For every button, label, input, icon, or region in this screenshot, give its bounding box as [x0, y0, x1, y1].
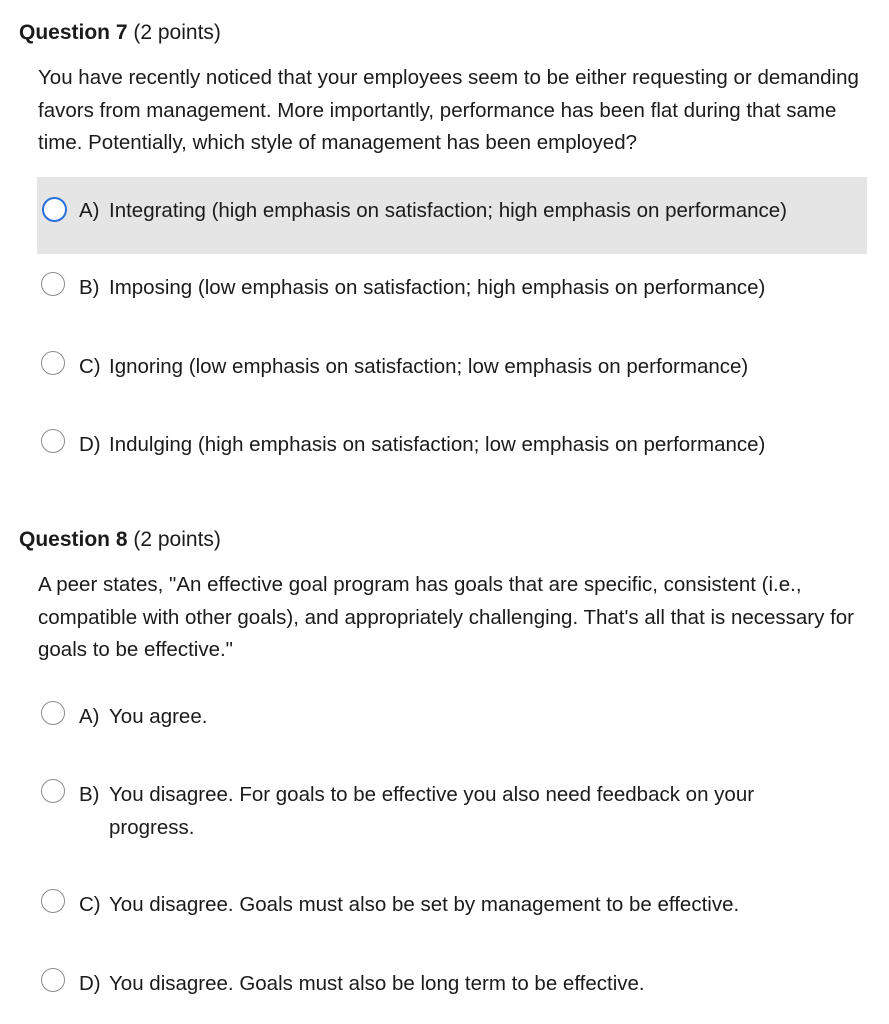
question-text: A peer states, "An effective goal program has goals that are specific, consistent (i.e., compatible with other goals), and appropriately challenging. That's all that is necessary for goals to be effective.": [38, 573, 855, 661]
option-letter: A): [79, 199, 100, 222]
question-points: (2 points): [133, 21, 221, 44]
option-letter: C): [79, 893, 101, 916]
question-text: You have recently noticed that your employees seem to be either requesting or demanding favors from management. More importantly, performance has been flat during that same time. Potentially, which style of management has been employed?: [38, 66, 859, 154]
option-label: You agree.: [109, 705, 208, 728]
option-label: Integrating (high emphasis on satisfaction; high emphasis on performance): [109, 199, 788, 222]
q8-option-c[interactable]: [37, 873, 867, 937]
question-points: (2 points): [133, 528, 221, 551]
question-title: [19, 19, 221, 47]
option-letter: B): [79, 276, 100, 299]
question-number: Question 8: [19, 528, 128, 551]
option-label: Ignoring (low emphasis on satisfaction; low emphasis on performance): [109, 355, 749, 378]
radio-button[interactable]: [41, 272, 65, 296]
option-label: Indulging (high emphasis on satisfaction; low emphasis on performance): [109, 433, 766, 456]
radio-button[interactable]: [41, 889, 65, 913]
option-letter: B): [79, 783, 100, 806]
q7-option-b[interactable]: [37, 256, 867, 333]
option-label: You disagree. Goals must also be long term to be effective.: [109, 972, 645, 995]
radio-button[interactable]: [41, 429, 65, 453]
radio-button[interactable]: [41, 779, 65, 803]
radio-button[interactable]: [41, 351, 65, 375]
question-number: Question 7: [19, 21, 128, 44]
option-letter: C): [79, 355, 101, 378]
q8-option-b[interactable]: [37, 763, 867, 859]
q7-option-c[interactable]: [37, 335, 867, 412]
q8-option-d[interactable]: [37, 952, 867, 1016]
option-letter: D): [79, 972, 101, 995]
q8-option-a[interactable]: [37, 685, 867, 749]
option-label: You disagree. For goals to be effective you also need feedback on your progress.: [109, 783, 755, 839]
q7-option-d[interactable]: [37, 413, 867, 490]
radio-button[interactable]: [42, 197, 67, 222]
option-label: Imposing (low emphasis on satisfaction; high emphasis on performance): [109, 276, 766, 299]
radio-button[interactable]: [41, 701, 65, 725]
question-title: [19, 526, 221, 554]
option-label: You disagree. Goals must also be set by management to be effective.: [109, 893, 740, 916]
q7-option-a[interactable]: [37, 177, 867, 254]
option-letter: A): [79, 705, 100, 728]
option-letter: D): [79, 433, 101, 456]
radio-button[interactable]: [41, 968, 65, 992]
